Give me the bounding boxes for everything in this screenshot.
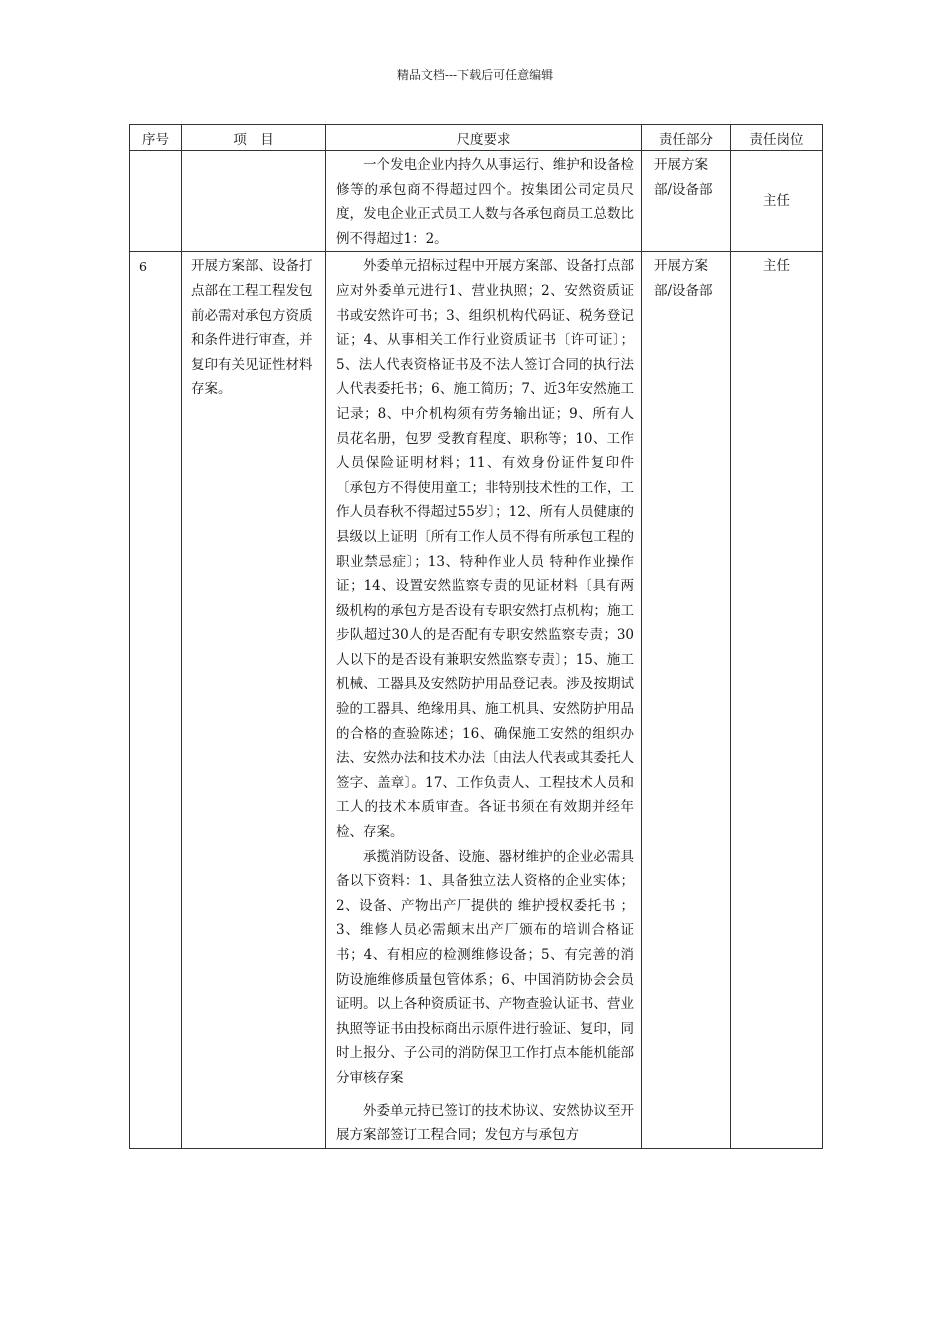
row-post: 主任 (731, 252, 823, 1148)
requirements-table (129, 124, 823, 1149)
row-no: 6 (130, 252, 182, 1148)
table-row (130, 151, 823, 252)
column-header-post: 责任岗位 (731, 125, 823, 151)
column-header-requirements: 尺度要求 (326, 125, 642, 151)
table-header-row (130, 125, 823, 151)
requirement-paragraph: 承揽消防设备、设施、器材维护的企业必需具备以下资料：1、具备独立法人资格的企业实体；2、设备、产物出产厂提供的 维护授权委托书 ；3、维修人员必需颠末出产厂颁布的培训合格证书；4、有相应的检测维修设备；5、有完善的消防设施维修质量包管体系；6、中国消防协会会员证明。以上各种资质证书、产物查验认证书、营业执照等证书由投标商出示原件进行验证、复印，同时上报分、子公司的消防保卫工作打点本能机能部分审核存案 (336, 848, 634, 1086)
row-requirements (326, 252, 642, 1148)
row-item (182, 151, 326, 252)
row-requirements (326, 151, 642, 252)
column-header-no: 序号 (130, 125, 182, 151)
row-item: 开展方案部、设备打点部在工程工程发包前必需对承包方资质和条件进行审查，并复印有关见证性材料存案。 (182, 252, 326, 1148)
table-row (130, 252, 823, 1148)
requirement-paragraph: 一个发电企业内持久从事运行、维护和设备检修等的承包商不得超过四个。按集团公司定员尺度，发电企业正式员工人数与各承包商员工总数比例不得超过1：2。 (336, 157, 634, 247)
row-dept: 开展方案部/设备部 (642, 151, 731, 252)
column-header-item: 项 目 (182, 125, 326, 151)
row-dept: 开展方案部/设备部 (642, 252, 731, 1148)
requirement-paragraph: 外委单元持已签订的技术协议、安然协议至开展方案部签订工程合同；发包方与承包方 (336, 1102, 634, 1144)
row-no (130, 151, 182, 252)
row-post: 主任 (731, 151, 823, 252)
column-header-dept: 责任部分 (642, 125, 731, 151)
header-note: 精品文档---下载后可任意编辑 (396, 68, 554, 82)
requirement-paragraph: 外委单元招标过程中开展方案部、设备打点部应对外委单元进行1、营业执照；2、安然资质证书或安然许可书；3、组织机构代码证、税务登记证；4、从事相关工作行业资质证书〔许可证〕；5、法人代表资格证书及不法人签订合同的执行法人代表委托书；6、施工简历；7、近3年安然施工记录；8、中介机构须有劳务输出证；9、所有人员花名册，包罗 受教育程度、职称等；10、工作人员保险证明材料；11、有效身份证件复印件〔承包方不得使用童工；非特别技术性的工作，工作人员春秋不得超过55岁〕；12、所有人员健康的县级以上证明〔所有工作人员不得有所承包工程的职业禁忌症〕；13、特种作业人员 特种作业操作证；14、设置安然监察专责的见证材料〔具有两级机构的承包方是否设有专职安然打点机构；施工步队超过30人的是否配有专职安然监察专责；30人以下的是否设有兼职安然监察专责〕；15、施工机械、工器具及安然防护用品登记表。涉及按期试验的工器具、绝缘用具、施工机具、安然防护用品的合格的查验陈述；16、确保施工安然的组织办法、安然办法和技术办法〔由法人代表或其委托人签字、盖章〕。17、工作负责人、工程技术人员和工人的技术本质审查。各证书须在有效期并经年检、存案。 (336, 258, 634, 841)
